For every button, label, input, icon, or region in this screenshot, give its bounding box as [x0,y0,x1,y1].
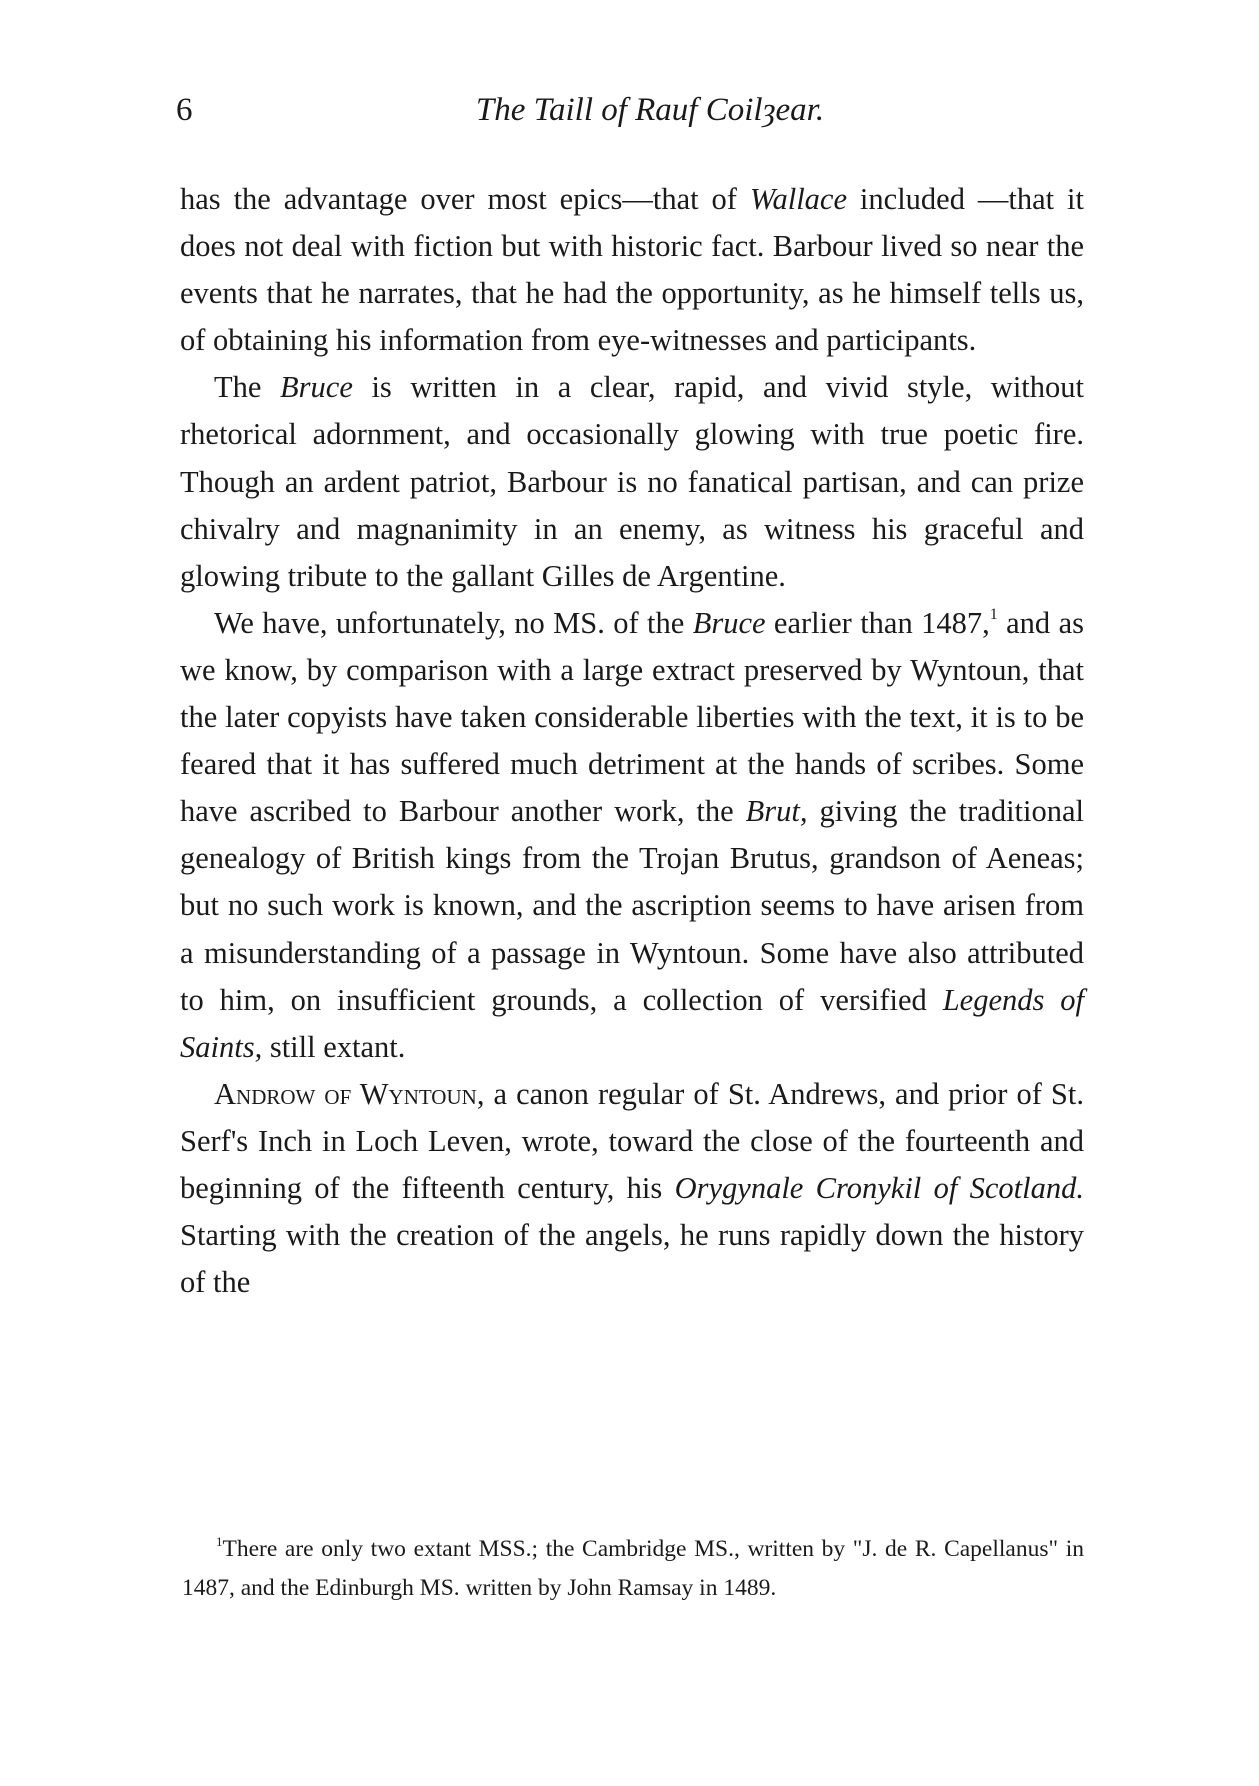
text-run: The [214,370,281,405]
running-title: The Taill of Rauf Coilȝear. [475,92,825,128]
text-run: giving the traditional genealogy of British kings from the Trojan Brutus, grandson of Aeneas; but no such work is known, and the ascription seems to have arisen from a misunderstanding of a passage in Wyntoun. Some have also attributed to him, on insufficient grounds, a collection of versified [180,794,1084,1017]
footnote-marker: 1 [216,1534,223,1549]
footnotes [182,1530,1084,1608]
text-run: We have, unfortunately, no MS. of the [214,605,693,640]
paragraph-2 [180,364,1084,599]
italic-title: Brut, [745,794,808,829]
text-run: , a canon regular of St. Andrews, and prior of St. Serf's Inch in Loch Leven, wrote, toward the close of the fourteenth and beginning of the fifteenth century, his [180,1076,1084,1205]
text-run: included —that it does not deal with fiction but with historic fact. Barbour lived so near the events that he narrates, that he had the opportunity, as he himself tells us, of obtaining his information from eye-witnesses and participants. [180,182,1084,358]
text-run: has the advantage over most epics—that of [180,182,750,216]
text-run: is written in a clear, rapid, and vivid style, without rhetorical adornment, and occasionally glowing with true poetic fire. Though an ardent patriot, Barbour is no fanatical partisan, and can prize chivalry and magnanimity in an enemy, as witness his graceful and glowing tribute to the gallant Gilles de Argentine. [180,370,1084,593]
text-run: and as we know, by comparison with a large extract preserved by Wyntoun, that the later copyists have taken considerable liberties with the text, it is to be feared that it has suffered much detriment at the hands of scribes. Some have ascribed to Barbour another work, the [180,605,1084,829]
italic-title: Bruce [692,605,766,640]
body-text [180,176,1084,1306]
footnote-text: There are only two extant MSS.; the Cambridge MS., written by "J. de R. Capellanus" in 1487, and the Edinburgh MS. written by John Ramsay in 1489. [182,1536,1084,1601]
italic-title: Legends of Saints, [180,982,1084,1064]
italic-title: Wallace [749,182,847,216]
small-caps-name: Androw of Wyntoun [214,1076,477,1111]
text-run: Starting with the creation of the angels, he runs rapidly down the history of the [180,1218,1084,1300]
text-run: still extant. [262,1029,406,1064]
footnote-reference: 1 [989,605,998,623]
paragraph-1 [180,176,1084,364]
page-number: 6 [176,92,193,128]
page-header [176,92,1084,142]
italic-title: Orygynale Cronykil of Scotland. [674,1170,1085,1205]
italic-title: Bruce [280,370,353,405]
paragraph-3 [180,600,1084,1071]
text-run: earlier than 1487, [765,605,990,640]
paragraph-4 [180,1071,1084,1306]
footnote-1 [182,1530,1084,1608]
